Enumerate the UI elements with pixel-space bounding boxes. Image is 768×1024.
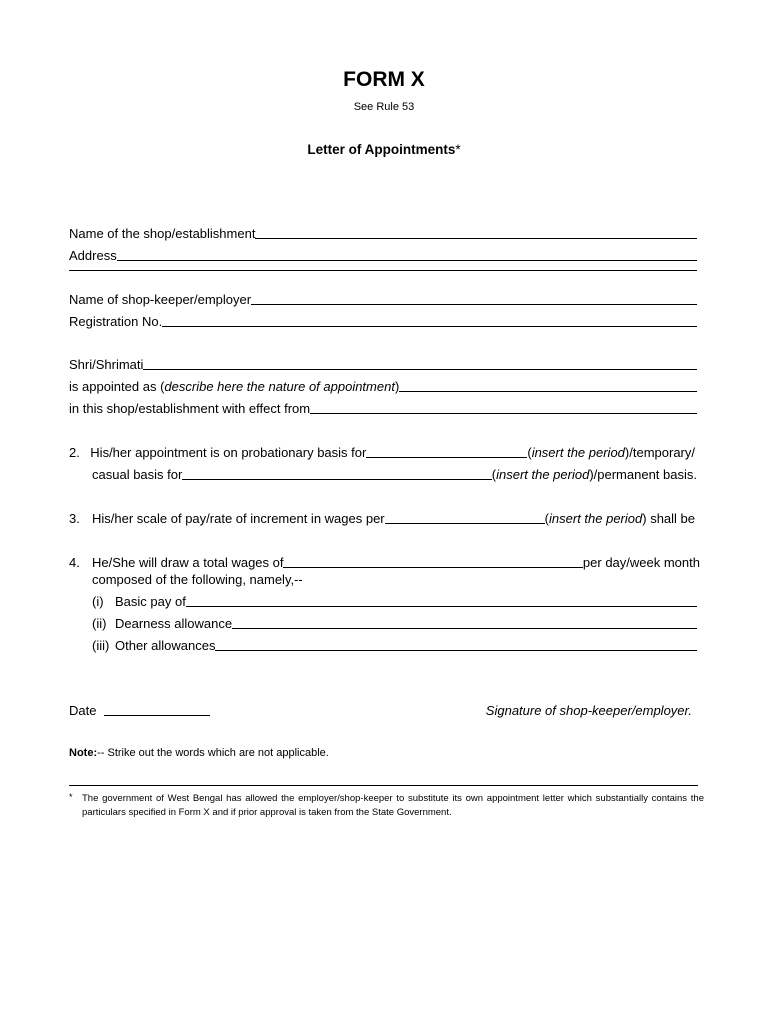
total-wages-field[interactable] [283,567,582,568]
dearness-field[interactable] [232,628,697,629]
clause-2-number: 2. [69,445,80,460]
appointment-nature-field[interactable] [399,391,697,392]
employee-name-field[interactable] [143,369,697,370]
item-i-number: (i) [92,594,104,609]
shop-name-label: Name of the shop/establishment [69,226,256,241]
appointed-row [69,379,697,394]
registration-row [69,314,697,329]
date-row [69,703,219,718]
clause-2-hint [527,445,695,460]
basic-pay-row [92,594,697,609]
item-ii-number: (ii) [92,616,107,631]
c2-hint-suffix: )/temporary/ [624,445,695,460]
clause-3-number: 3. [69,511,80,526]
appointed-italic: describe here the nature of appointment [164,379,395,394]
form-subtitle [0,142,768,157]
dearness-label: Dearness allowance [115,616,233,631]
casual-label: casual basis for [92,467,183,482]
wages-period-label: per day/week month [582,555,700,570]
c2-hint2-prefix: ( [491,467,497,482]
clause-4-number: 4. [69,555,80,570]
footnote-divider [69,785,698,786]
other-allowances-row [92,638,697,653]
clause-3-text: His/her scale of pay/rate of increment in wages per [92,511,385,526]
appointed-prefix: is appointed as ( [69,379,165,394]
form-title: FORM X [343,68,425,91]
subtitle-asterisk: * [455,142,461,157]
date-label: Date [69,703,97,718]
c3-hint-prefix: ( [544,511,550,526]
appointed-label [69,379,399,394]
c2-hint-prefix: ( [527,445,532,460]
note [69,747,329,759]
increment-period-field[interactable] [385,523,545,524]
probation-period-field[interactable] [366,457,527,458]
clause-2-row [69,445,695,460]
footnote-text: The government of West Bengal has allowed the employer/shop-keeper to substitute its own appointment letter which substantially contains the particulars specified in Form X and if prior approval is taken from the State Government. [82,793,704,818]
address-row [69,248,697,263]
employer-name-field[interactable] [251,304,697,305]
c2-hint2-suffix: )/permanent basis. [589,467,697,482]
date-field[interactable] [104,715,210,716]
clause-4-text: He/She will draw a total wages of [92,555,284,570]
clause-4-row [69,555,700,570]
c3-hint-italic: insert the period [549,511,643,526]
c2-hint-italic: insert the period [531,445,625,460]
signature-label: Signature of shop-keeper/employer. [485,703,692,718]
address-field[interactable] [117,260,697,261]
effect-date-field[interactable] [310,413,697,414]
shop-name-field[interactable] [255,238,697,239]
address-label: Address [69,248,117,263]
item-iii-number: (iii) [92,638,110,653]
basic-pay-field[interactable] [186,606,697,607]
effect-row [69,401,697,416]
employer-name-row [69,292,697,307]
clause-2-text: His/her appointment is on probationary basis for [90,445,367,460]
basic-pay-label: Basic pay of [115,594,186,609]
c3-hint-suffix: ) shall be [642,511,695,526]
note-label: Note: [69,747,98,759]
casual-period-field[interactable] [182,479,491,480]
clause-2-hint-2 [492,467,697,482]
registration-label: Registration No. [69,314,163,329]
note-text: -- Strike out the words which are not applicable. [97,747,329,759]
dearness-row [92,616,697,631]
address-field-2[interactable] [69,270,697,271]
clause-3-row [69,511,695,526]
clause-4-row-2 [92,572,697,587]
clause-3-hint [545,511,695,526]
clause-2-row-2 [92,467,697,482]
footnote-mark: * [69,792,73,802]
employer-name-label: Name of shop-keeper/employer [69,292,252,307]
shri-row [69,357,697,372]
other-allowances-label: Other allowances [115,638,216,653]
footnote [69,792,704,820]
rule-reference: See Rule 53 [353,101,415,113]
other-allowances-field[interactable] [215,650,697,651]
registration-field[interactable] [162,326,697,327]
shop-name-row [69,226,697,241]
shri-label: Shri/Shrimati [69,357,144,372]
c2-hint2-italic: insert the period [496,467,590,482]
composed-label: composed of the following, namely,-- [92,572,303,587]
address-row-2 [69,270,697,273]
subtitle-text: Letter of Appointments [307,142,456,157]
appointed-suffix: ) [394,379,400,394]
effect-label: in this shop/establishment with effect from [69,401,311,416]
